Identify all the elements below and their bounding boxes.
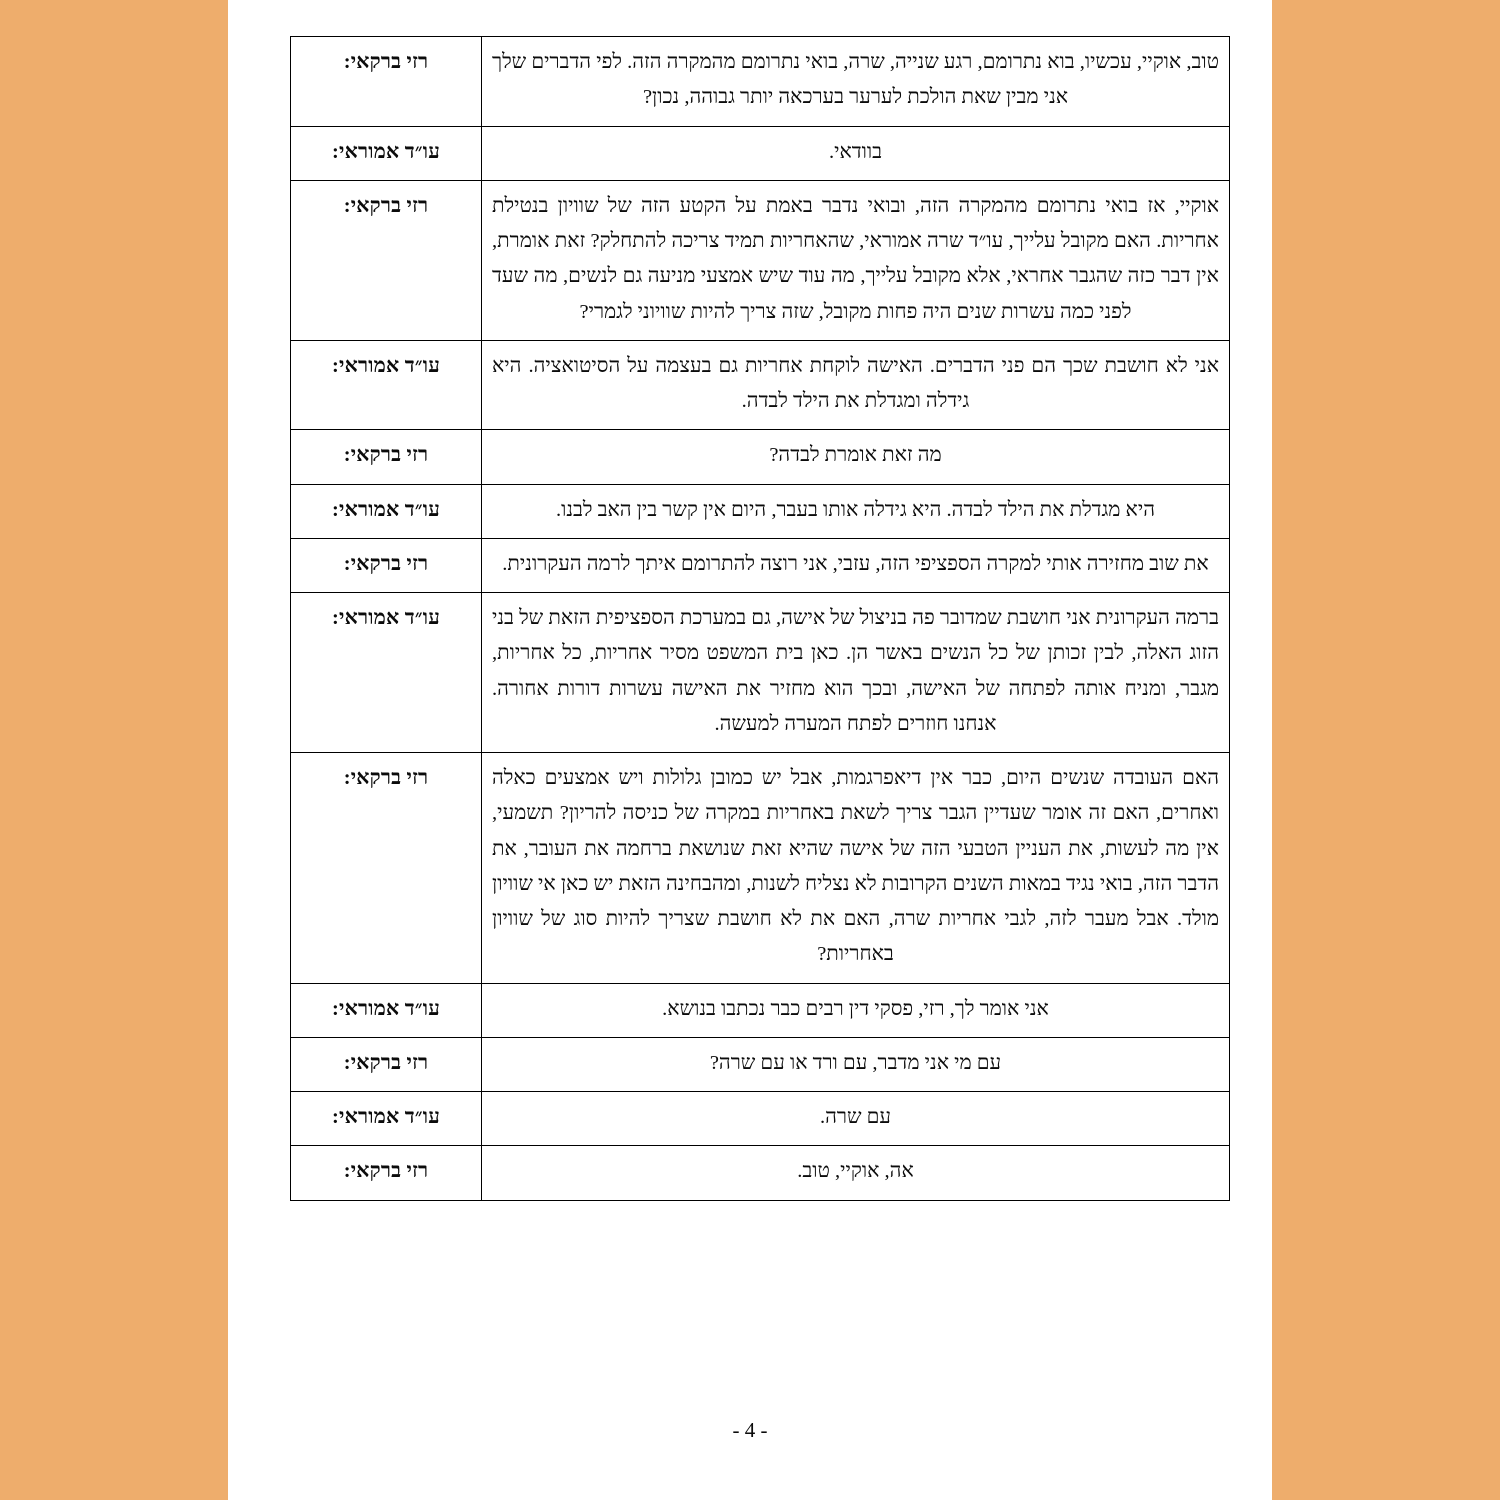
speaker-cell: עו״ד אמוראי: [291,593,482,753]
speaker-cell: עו״ד אמוראי: [291,1092,482,1146]
table-row [291,983,1230,1037]
speaker-cell: רזי ברקאי: [291,430,482,484]
utterance-cell: אה, אוקיי, טוב. [482,1146,1230,1200]
table-row [291,126,1230,180]
speaker-cell: רזי ברקאי: [291,1037,482,1091]
table-row [291,753,1230,984]
utterance-cell: מה זאת אומרת לבדה? [482,430,1230,484]
table-row [291,430,1230,484]
speaker-cell: עו״ד אמוראי: [291,983,482,1037]
table-row [291,538,1230,592]
utterance-cell: בוודאי. [482,126,1230,180]
utterance-cell: ברמה העקרונית אני חושבת שמדובר פה בניצול של אישה, גם במערכת הספציפית הזאת של בני הזוג האלה, לבין זכותן של כל הנשים באשר הן. כאן בית המשפט מסיר אחריות, כל אחריות, מגבר, ומניח אותה לפתחה של האישה, ובכך הוא מחזיר את האישה עשרות דורות אחורה. אנחנו חוזרים לפתח המערה למעשה. [482,593,1230,753]
speaker-cell: עו״ד אמוראי: [291,484,482,538]
page-content [228,0,1272,1500]
transcript-body [291,37,1230,1201]
speaker-cell: עו״ד אמוראי: [291,340,482,430]
utterance-cell: היא מגדלת את הילד לבדה. היא גידלה אותו בעבר, היום אין קשר בין האב לבנו. [482,484,1230,538]
utterance-cell: אני לא חושבת שכך הם פני הדברים. האישה לוקחת אחריות גם בעצמה על הסיטואציה. היא גידלה ומגדלת את הילד לבדה. [482,340,1230,430]
speaker-cell: עו״ד אמוראי: [291,126,482,180]
utterance-cell: עם שרה. [482,1092,1230,1146]
speaker-cell: רזי ברקאי: [291,538,482,592]
table-row [291,180,1230,340]
utterance-cell: האם העובדה שנשים היום, כבר אין דיאפרגמות, אבל יש כמובן גלולות ויש אמצעים כאלה ואחרים, האם זה אומר שעדיין הגבר צריך לשאת באחריות במקרה של כניסה להריון? תשמעי, אין מה לעשות, את העניין הטבעי הזה של אישה שהיא זאת שנושאת ברחמה את העובר, את הדבר הזה, בואי נגיד במאות השנים הקרובות לא נצליח לשנות, ומהבחינה הזאת יש כאן אי שוויון מולד. אבל מעבר לזה, לגבי אחריות שרה, האם את לא חושבת שצריך להיות סוג של שוויון באחריות? [482,753,1230,984]
table-row [291,1092,1230,1146]
table-row [291,1037,1230,1091]
table-row [291,1146,1230,1200]
speaker-cell: רזי ברקאי: [291,753,482,984]
page-number: - 4 - [732,1418,768,1442]
utterance-cell: אני אומר לך, רזי, פסקי דין רבים כבר נכתבו בנושא. [482,983,1230,1037]
utterance-cell: עם מי אני מדבר, עם ורד או עם שרה? [482,1037,1230,1091]
speaker-cell: רזי ברקאי: [291,180,482,340]
table-row [291,593,1230,753]
utterance-cell: אוקיי, אז בואי נתרומם מהמקרה הזה, ובואי נדבר באמת על הקטע הזה של שוויון בנטילת אחריות. האם מקובל עלייך, עו״ד שרה אמוראי, שהאחריות תמיד צריכה להתחלק? זאת אומרת, אין דבר כזה שהגבר אחראי, אלא מקובל עלייך, מה עוד שיש אמצעי מניעה גם לנשים, מה שעד לפני כמה עשרות שנים היה פחות מקובל, שזה צריך להיות שוויוני לגמרי? [482,180,1230,340]
utterance-cell: טוב, אוקיי, עכשיו, בוא נתרומם, רגע שנייה, שרה, בואי נתרומם מהמקרה הזה. לפי הדברים שלך אני מבין שאת הולכת לערער בערכאה יותר גבוהה, נכון? [482,37,1230,127]
utterance-cell: את שוב מחזירה אותי למקרה הספציפי הזה, עזבי, אני רוצה להתרומם איתך לרמה העקרונית. [482,538,1230,592]
transcript-table [290,36,1230,1201]
speaker-cell: רזי ברקאי: [291,37,482,127]
table-row [291,484,1230,538]
speaker-cell: רזי ברקאי: [291,1146,482,1200]
document-page [228,0,1272,1500]
table-row [291,37,1230,127]
table-row [291,340,1230,430]
